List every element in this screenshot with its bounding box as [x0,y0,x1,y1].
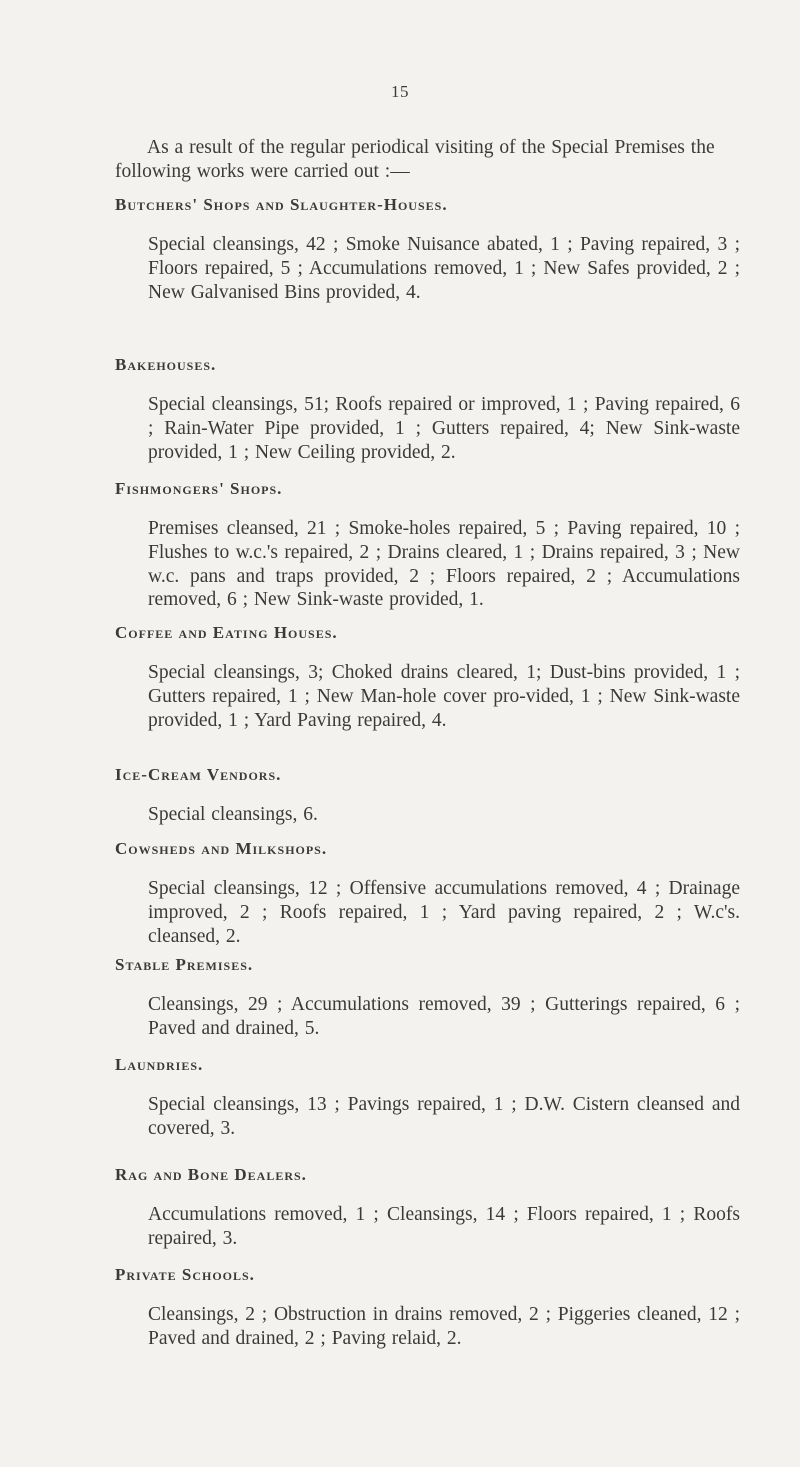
section-body: Special cleansings, 3; Choked drains cleared, 1; Dust-bins provided, 1 ; Gutters repaired, 1 ; New Man-hole cover pro-vided, 1 ; New Sink-waste provided, 1 ; Yard Paving repaired, 4. [148,662,740,731]
section-body: Accumulations removed, 1 ; Cleansings, 14 ; Floors repaired, 1 ; Roofs repaired, 3. [148,1204,740,1249]
section-heading: Rag and Bone Dealers. [115,1165,307,1184]
section-body: Premises cleansed, 21 ; Smoke-holes repaired, 5 ; Paving repaired, 10 ; Flushes to w.c.'s repaired, 2 ; Drains cleared, 1 ; Drains repaired, 3 ; New w.c. pans and traps provided, 2 ; Floors repaired, 2 ; Accumulations removed, 6 ; New Sink-waste provided, 1. [148,518,740,611]
section-heading: Bakehouses. [115,355,217,374]
section-body: Cleansings, 2 ; Obstruction in drains removed, 2 ; Piggeries cleaned, 12 ; Paved and drained, 2 ; Paving relaid, 2. [148,1304,740,1349]
section-body: Cleansings, 29 ; Accumulations removed, 39 ; Gutterings repaired, 6 ; Paved and drained, 5. [148,994,740,1039]
intro-paragraph: As a result of the regular periodical visiting of the Special Premises the following works were carried out :— [115,137,715,182]
section-body: Special cleansings, 13 ; Pavings repaired, 1 ; D.W. Cistern cleansed and covered, 3. [148,1094,740,1139]
page-number: 15 [391,82,409,101]
section-heading: Butchers' Shops and Slaughter-Houses. [115,195,448,214]
section-heading: Private Schools. [115,1265,255,1284]
section-body: Special cleansings, 51; Roofs repaired or improved, 1 ; Paving repaired, 6 ; Rain-Water Pipe provided, 1 ; Gutters repaired, 4; New Sink-waste provided, 1 ; New Ceiling provided, 2. [148,394,740,463]
section-heading: Laundries. [115,1055,204,1074]
section-body: Special cleansings, 42 ; Smoke Nuisance abated, 1 ; Paving repaired, 3 ; Floors repaired, 5 ; Accumulations removed, 1 ; New Safes provided, 2 ; New Galvanised Bins provided, 4. [148,234,740,303]
section-heading: Fishmongers' Shops. [115,479,283,498]
section-heading: Ice-Cream Vendors. [115,765,282,784]
section-body: Special cleansings, 12 ; Offensive accumulations removed, 4 ; Drainage improved, 2 ; Roofs repaired, 1 ; Yard paving repaired, 2 ; W.c's. cleansed, 2. [148,878,740,947]
section-body: Special cleansings, 6. [148,804,318,825]
section-heading: Stable Premises. [115,955,254,974]
section-heading: Coffee and Eating Houses. [115,623,338,642]
section-heading: Cowsheds and Milkshops. [115,839,328,858]
